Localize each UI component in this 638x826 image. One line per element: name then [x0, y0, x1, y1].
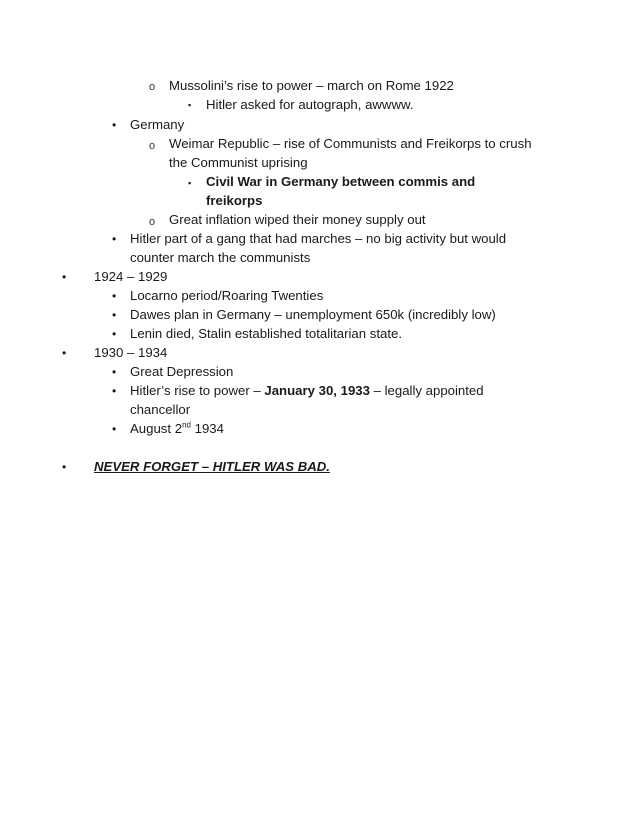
circle-bullet: o — [149, 140, 156, 152]
bullet: • — [62, 346, 67, 360]
list-item: Weimar Republic – rise of Communists and Freikorps to crush — [169, 136, 532, 151]
bullet: • — [112, 118, 117, 132]
list-item — [130, 421, 224, 437]
list-item-continuation: the Communist uprising — [169, 155, 308, 170]
circle-bullet: o — [149, 216, 156, 228]
list-item: Civil War in Germany between commis and — [206, 174, 476, 189]
bullet: • — [112, 327, 117, 341]
square-bullet: ▪ — [188, 178, 192, 188]
list-item: Hitler part of a gang that had marches – no big activity but would — [130, 231, 507, 246]
list-item: Mussolini’s rise to power – march on Rome 1922 — [169, 78, 454, 93]
bullet: • — [62, 460, 67, 474]
ordinal-suffix: nd — [182, 420, 191, 430]
list-item: 1924 – 1929 — [94, 269, 168, 284]
bullet: • — [112, 308, 117, 322]
list-item-continuation: counter march the communists — [130, 250, 311, 265]
bullet: • — [112, 232, 117, 246]
list-item-text: August 2 — [130, 421, 183, 436]
list-item-continuation: freikorps — [206, 193, 263, 208]
bullet: • — [62, 270, 67, 284]
bullet: • — [112, 384, 117, 398]
circle-bullet: o — [149, 81, 156, 93]
list-item: Great Depression — [130, 364, 234, 379]
list-item: Lenin died, Stalin established totalitarian state. — [130, 326, 402, 341]
list-item-text: – legally appointed — [369, 383, 484, 398]
square-bullet: ▪ — [188, 100, 192, 110]
list-item-text: 1934 — [190, 421, 224, 436]
closing-statement: NEVER FORGET – HITLER WAS BAD. — [94, 459, 330, 474]
list-item: Hitler asked for autograph, awwww. — [206, 97, 414, 112]
list-item-text: Hitler’s rise to power – — [130, 383, 265, 398]
bullet: • — [112, 365, 117, 379]
list-item: Dawes plan in Germany – unemployment 650k (incredibly low) — [130, 307, 496, 322]
list-item: Great inflation wiped their money supply out — [169, 212, 426, 227]
list-item-continuation: chancellor — [130, 402, 191, 417]
list-item — [130, 383, 484, 399]
list-item: Locarno period/Roaring Twenties — [130, 288, 324, 303]
list-item: Germany — [130, 117, 185, 132]
bullet: • — [112, 422, 117, 436]
bullet: • — [112, 289, 117, 303]
key-date: January 30, 1933 — [264, 383, 370, 398]
list-item: 1930 – 1934 — [94, 345, 168, 360]
